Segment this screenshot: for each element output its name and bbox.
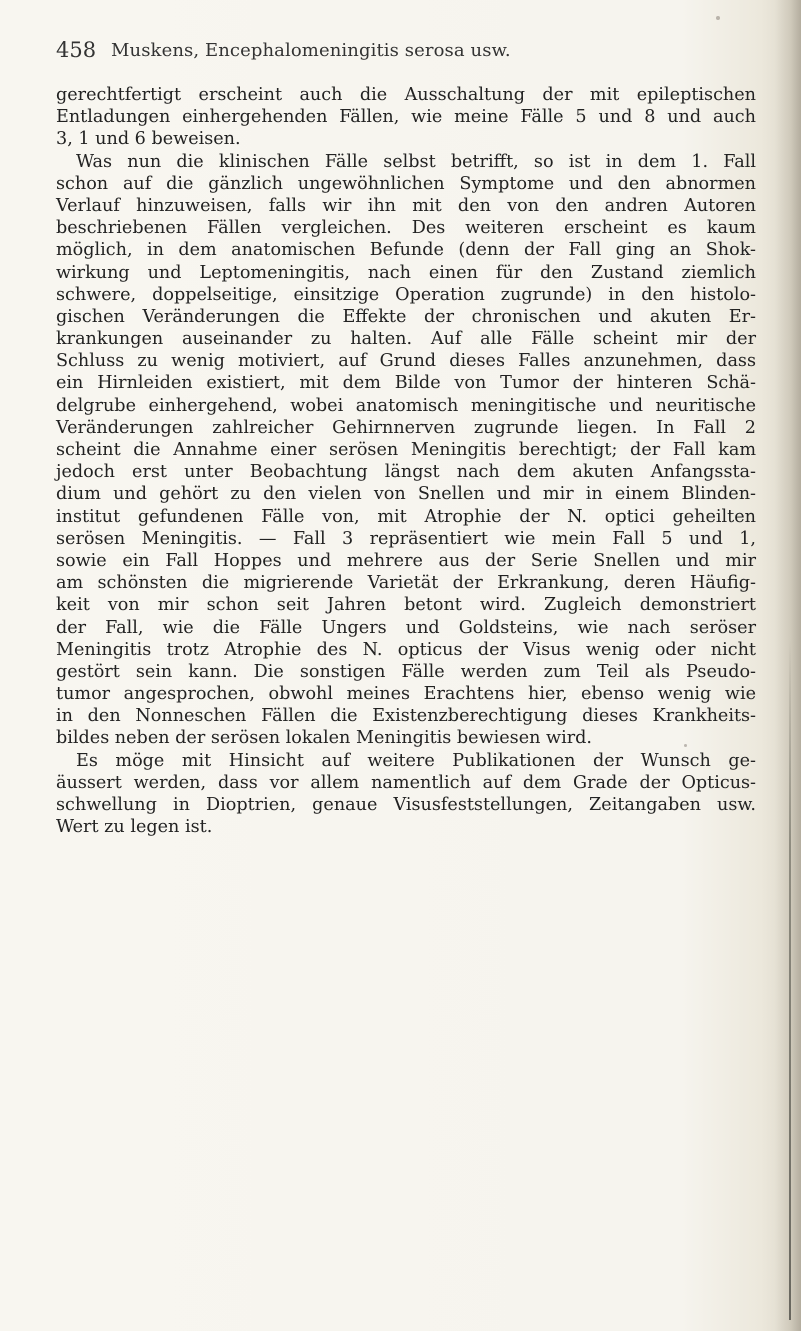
text-line: der Fall, wie die Fälle Ungers und Goldsteins, wie nach seröser — [56, 617, 756, 638]
text-line: Schluss zu wenig motiviert, auf Grund dieses Falles anzunehmen, dass — [56, 351, 756, 372]
text-line: dium und gehört zu den vielen von Snellen und mir in einem Blinden- — [56, 484, 756, 505]
text-line: gerechtfertigt erscheint auch die Ausschaltung der mit epileptischen — [56, 85, 756, 105]
paper-speck — [684, 744, 687, 747]
text-line: Es möge mit Hinsicht auf weitere Publikationen der Wunsch ge- — [76, 750, 756, 771]
text-line: keit von mir schon seit Jahren betont wird. Zugleich demonstriert — [56, 595, 756, 616]
text-line: serösen Meningitis. — Fall 3 repräsentiert wie mein Fall 5 und 1, — [56, 528, 756, 549]
text-line: in den Nonneschen Fällen die Existenzberechtigung dieses Krankheits- — [56, 706, 756, 727]
page-binding-shadow — [775, 0, 801, 1331]
text-line: Veränderungen zahlreicher Gehirnnerven zugrunde liegen. In Fall 2 — [56, 417, 756, 438]
text-line: Entladungen einhergehenden Fällen, wie meine Fälle 5 und 8 und auch — [56, 107, 756, 128]
page-edge-line — [789, 640, 791, 1320]
text-line: Verlauf hinzuweisen, falls wir ihn mit den von den andren Autoren — [56, 195, 756, 216]
text-line: schwellung in Dioptrien, genaue Visusfeststellungen, Zeitangaben usw. — [56, 795, 756, 815]
text-line: ein Hirnleiden existiert, mit dem Bilde von Tumor der hinteren Schä- — [56, 373, 756, 394]
running-title: Muskens, Encephalomeningitis serosa usw. — [111, 40, 511, 61]
text-line: tumor angesprochen, obwohl meines Erachtens hier, ebenso wenig wie — [56, 684, 756, 705]
text-line: gestört sein kann. Die sonstigen Fälle werden zum Teil als Pseudo- — [56, 661, 756, 682]
text-line: am schönsten die migrierende Varietät der Erkrankung, deren Häufig- — [56, 573, 756, 594]
text-line: jedoch erst unter Beobachtung längst nach dem akuten Anfangssta- — [56, 462, 756, 483]
text-line: sowie ein Fall Hoppes und mehrere aus der Serie Snellen und mir — [56, 550, 756, 571]
text-line: delgrube einhergehend, wobei anatomisch meningitische und neuritische — [56, 395, 756, 416]
text-line: Was nun die klinischen Fälle selbst betrifft, so ist in dem 1. Fall — [76, 151, 756, 172]
paper-speck — [716, 16, 720, 20]
text-line: 3, 1 und 6 beweisen. — [56, 129, 241, 150]
text-line: krankungen auseinander zu halten. Auf alle Fälle scheint mir der — [56, 329, 756, 350]
text-line: schon auf die gänzlich ungewöhnlichen Symptome und den abnormen — [56, 173, 756, 194]
text-line: bildes neben der serösen lokalen Meningitis bewiesen wird. — [56, 728, 592, 749]
text-line: wirkung und Leptomeningitis, nach einen für den Zustand ziemlich — [56, 262, 756, 283]
text-line: Wert zu legen ist. — [56, 817, 213, 838]
text-line: Meningitis trotz Atrophie des N. opticus der Visus wenig oder nicht — [56, 639, 756, 660]
page-number: 458 — [56, 38, 97, 62]
text-line: beschriebenen Fällen vergleichen. Des weiteren erscheint es kaum — [56, 218, 756, 239]
text-line: äussert werden, dass vor allem namentlich auf dem Grade der Opticus- — [56, 772, 756, 793]
text-line: scheint die Annahme einer serösen Meningitis berechtigt; der Fall kam — [56, 440, 756, 460]
text-line: möglich, in dem anatomischen Befunde (denn der Fall ging an Shok- — [56, 240, 756, 261]
text-line: schwere, doppelseitige, einsitzige Operation zugrunde) in den histolo- — [56, 284, 756, 305]
running-head — [56, 38, 776, 68]
body-text — [56, 84, 756, 838]
text-line: gischen Veränderungen die Effekte der chronischen und akuten Er- — [56, 306, 756, 327]
text-line: institut gefundenen Fälle von, mit Atrophie der N. optici geheilten — [56, 506, 756, 527]
